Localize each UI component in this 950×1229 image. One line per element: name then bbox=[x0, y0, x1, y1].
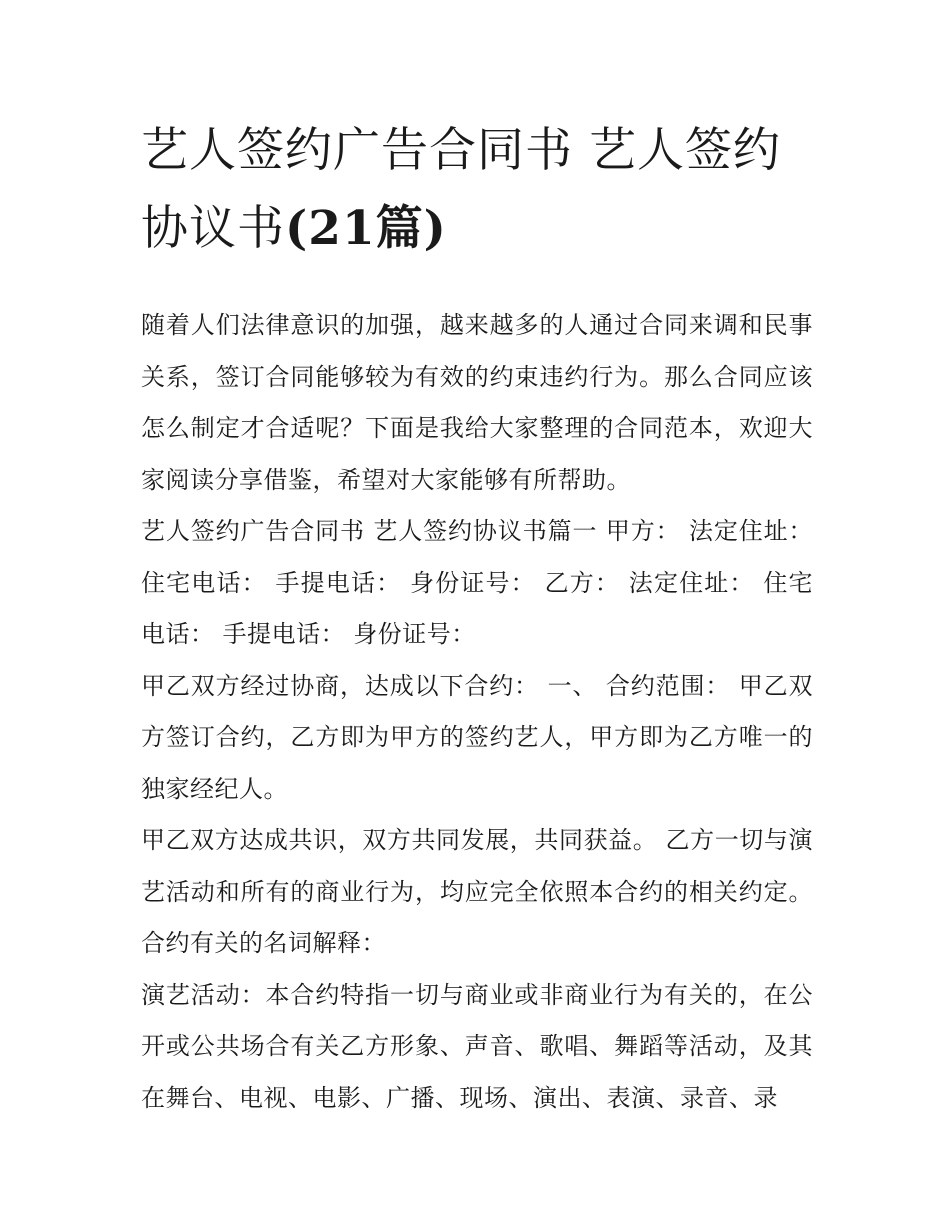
document-title-count: (21篇) bbox=[285, 201, 447, 256]
definition-paragraph: 演艺活动：本合约特指一切与商业或非商业行为有关的，在公开或公共场合有关乙方形象、声音、歌唱、舞蹈等活动，及其在舞台、电视、电影、广播、现场、演出、表演、录音、录 bbox=[141, 980, 813, 1112]
consensus-paragraph: 甲乙双方达成共识，双方共同发展，共同获益。 乙方一切与演艺活动和所有的商业行为，均应完全依照本合约的相关约定。 合约有关的名词解释： bbox=[141, 826, 813, 957]
document-title bbox=[141, 112, 813, 268]
agreement-scope-paragraph: 甲乙双方经过协商，达成以下合约： 一、 合约范围： 甲乙双方签订合约，乙方即为甲方的签约艺人，甲方即为乙方唯一的独家经纪人。 bbox=[141, 671, 813, 803]
document-page bbox=[141, 112, 813, 1124]
intro-paragraph: 随着人们法律意识的加强，越来越多的人通过合同来调和民事关系，签订合同能够较为有效的约束违约行为。那么合同应该怎么制定才合适呢？下面是我给大家整理的合同范本，欢迎大家阅读分享借鉴，希望对大家能够有所帮助。 bbox=[141, 311, 813, 494]
document-title-text: 艺人签约广告合同书 艺人签约协议书 bbox=[141, 123, 781, 256]
parties-paragraph: 艺人签约广告合同书 艺人签约协议书篇一 甲方： 法定住址： 住宅电话： 手提电话： 身份证号： 乙方： 法定住址： 住宅电话： 手提电话： 身份证号： bbox=[141, 517, 813, 648]
